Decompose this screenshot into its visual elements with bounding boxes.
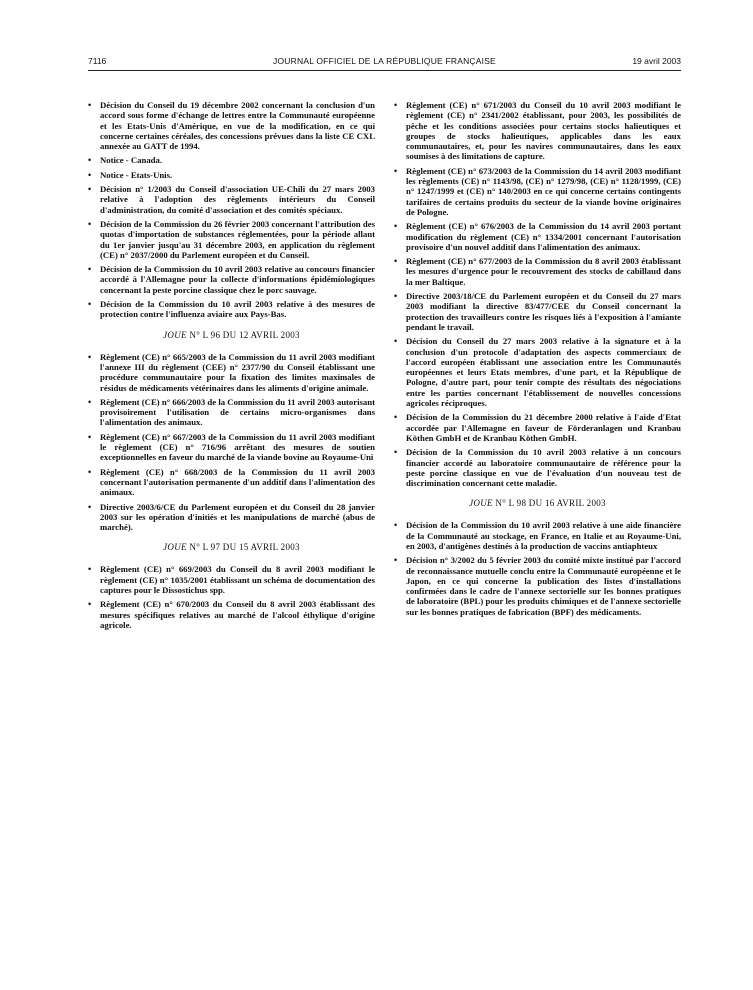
entry-text: Notice - Etats-Unis. <box>100 169 173 180</box>
list-item <box>88 564 375 595</box>
bullet-marker: • <box>88 264 92 275</box>
bullet-marker: • <box>394 165 398 176</box>
list-item <box>394 256 681 287</box>
bullet-marker: • <box>394 555 398 566</box>
left-column <box>88 100 375 634</box>
entry-text: Règlement (CE) n° 676/2003 de la Commission du 14 avril 2003 portant modification du règlement (CE) n° 1334/2001 concernant l'autorisation provisoire d'un nouvel additif dans l'alimentation des animaux. <box>406 221 681 252</box>
entry-list <box>88 100 375 320</box>
bullet-marker: • <box>88 100 92 110</box>
entry-text: Règlement (CE) n° 677/2003 de la Commission du 8 avril 2003 établissant les mesures d'urgence pour le recouvrement des stocks de cabillaud dans la mer Baltique. <box>406 256 681 287</box>
bullet-marker: • <box>88 169 92 180</box>
list-item <box>394 221 681 252</box>
bullet-marker: • <box>88 351 92 362</box>
bullet-marker: • <box>88 396 92 407</box>
issue-heading-97 <box>88 542 375 552</box>
bullet-marker: • <box>88 184 92 195</box>
entry-text: Règlement (CE) n° 670/2003 du Conseil du 8 avril 2003 établissant des mesures spécifiques relatives au marché de l'alcool éthylique d'origine agricole. <box>100 599 375 630</box>
list-item <box>88 502 375 533</box>
list-item <box>88 100 375 151</box>
bullet-marker: • <box>88 564 92 575</box>
entry-text: Directive 2003/18/CE du Parlement européen et du Conseil du 27 mars 2003 modifiant la directive 83/477/CEE du Conseil concernant la protection des travailleurs contre les risques liés à l'exposition à l'amiante pendant le travail. <box>406 291 681 332</box>
list-item <box>88 467 375 498</box>
list-item <box>394 336 681 408</box>
right-column <box>394 100 681 621</box>
list-item <box>394 412 681 443</box>
list-item <box>394 520 681 551</box>
bullet-marker: • <box>394 256 398 267</box>
list-item <box>88 264 375 295</box>
issue-date: 19 avril 2003 <box>632 56 681 66</box>
bullet-marker: • <box>88 501 92 512</box>
bullet-marker: • <box>394 336 398 347</box>
bullet-marker: • <box>88 599 92 610</box>
list-item <box>88 155 375 165</box>
header-rule <box>88 70 681 71</box>
entry-text: Règlement (CE) n° 666/2003 de la Commission du 11 avril 2003 autorisant provisoirement l'utilisation de certains micro-organismes dans l'alimentation des animaux. <box>100 396 375 428</box>
list-item <box>394 555 681 617</box>
entry-text: Décision de la Commission du 10 avril 2003 relative à une aide financière de la Communauté au stockage, en France, en Italie et au Royaume-Uni, en 2003, d'antigènes destinés à la production de vaccins antiaphteux <box>406 520 681 551</box>
list-item <box>88 599 375 630</box>
issue-journal: JOUE <box>163 542 187 553</box>
issue-number: N° L 96 DU 12 AVRIL 2003 <box>189 329 300 340</box>
entry-list <box>394 520 681 617</box>
issue-heading-96 <box>88 330 375 340</box>
list-item <box>88 219 375 260</box>
entry-text: Décision n° 3/2002 du 5 février 2003 du comité mixte institué par l'accord de reconnaissance mutuelle conclu entre la Communauté européenne et le Japon, en ce qui concerne la publication des listes d'installations confirmées dans le cadre de l'annexe sectorielle sur les bonnes pratiques de laboratoire (BPL) pour les produits chimiques et de l'annexe sectorielle sur les bonnes pratiques de fabrication (BPF) des médicaments. <box>406 555 681 617</box>
entry-text: Règlement (CE) n° 665/2003 de la Commission du 11 avril 2003 modifiant l'annexe III du règlement (CEE) n° 2377/90 du Conseil établissant une procédure communautaire pour la fixation des limites maximales de résidus de médicaments vétérinaires dans les aliments d'origine animale. <box>100 351 375 393</box>
bullet-marker: • <box>88 466 92 477</box>
bullet-marker: • <box>88 218 92 229</box>
list-item <box>394 447 681 488</box>
entry-text: Règlement (CE) n° 667/2003 de la Commission du 11 avril 2003 modifiant le règlement (CE) n° 716/96 arrêtant des mesures de soutien exceptionnelles en faveur du marché de la viande bovine au Royaume-Uni <box>100 431 375 463</box>
entry-text: Décision de la Commission du 10 avril 2003 relative à un concours financier accordé au laboratoire communautaire de référence pour la peste porcine classique en vue de l'évaluation d'un nouveau test de discrimination concernant cette maladie. <box>406 447 681 489</box>
bullet-marker: • <box>394 412 398 423</box>
page-header <box>88 56 681 70</box>
issue-journal: JOUE <box>163 329 187 340</box>
entry-text: Décision de la Commission du 10 avril 2003 relative à des mesures de protection contre l'influenza aviaire aux Pays-Bas. <box>100 299 375 320</box>
entry-text: Décision de la Commission du 26 février 2003 concernant l'attribution des quotas d'importation de substances réglementées, pour la période allant du 1er janvier jusqu'au 31 décembre 2003, en application du règlement (CE) n° 2037/2000 du Parlement européen et du Conseil. <box>100 218 375 260</box>
bullet-marker: • <box>88 155 92 166</box>
bullet-marker: • <box>394 100 398 110</box>
entry-text: Directive 2003/6/CE du Parlement européen et du Conseil du 28 janvier 2003 sur les opération d'initiés et les manipulations de marché (abus de marché). <box>100 501 375 533</box>
list-item <box>88 184 375 215</box>
entry-list <box>88 352 375 533</box>
list-item <box>88 299 375 320</box>
page-number: 7116 <box>88 56 107 66</box>
entry-text: Notice - Canada. <box>100 155 163 166</box>
entry-text: Règlement (CE) n° 671/2003 du Conseil du 10 avril 2003 modifiant le règlement (CE) n° 2341/2002 établissant, pour 2003, les possibilités de pêche et les conditions associées pour certains stocks halieutiques et groupes de stocks halieutiques, applicables dans les eaux communautaires, et, pour les navires communautaires, dans les eaux soumises à des limitations de capture. <box>406 100 681 162</box>
bullet-marker: • <box>394 221 398 232</box>
list-item <box>394 291 681 332</box>
bullet-marker: • <box>394 291 398 302</box>
entry-text: Décision n° 1/2003 du Conseil d'association UE-Chili du 27 mars 2003 relative à l'adoption des règlements intérieurs du Conseil d'administration, du comité d'association et des comités spéciaux. <box>100 184 375 215</box>
list-item <box>88 432 375 463</box>
list-item <box>88 397 375 428</box>
entry-text: Règlement (CE) n° 673/2003 de la Commission du 14 avril 2003 modifiant les règlements (CE) n° 1143/98, (CE) n° 1279/98, (CE) n° 1128/1999, (CE) n° 1247/1999 et (CE) n° 140/2003 en ce qui concerne certains contingents tarifaires de certains produits du secteur de la viande bovine originaires de Pologne. <box>406 165 681 217</box>
list-item <box>88 352 375 393</box>
journal-title: JOURNAL OFFICIEL DE LA RÉPUBLIQUE FRANÇAISE <box>273 56 496 66</box>
entry-text: Décision de la Commission du 10 avril 2003 relative au concours financier accordé à l'Allemagne pour la collecte d'informations épidémiologiques concernant la peste porcine classique chez le porc sauvage. <box>100 264 375 295</box>
list-item <box>394 100 681 162</box>
issue-heading-98 <box>394 498 681 508</box>
bullet-marker: • <box>88 431 92 442</box>
entry-text: Règlement (CE) n° 669/2003 du Conseil du 8 avril 2003 modifiant le règlement (CE) n° 1035/2001 établissant un schéma de documentation des captures pour le Dissostichus spp. <box>100 564 375 595</box>
list-item <box>394 166 681 217</box>
bullet-marker: • <box>88 299 92 310</box>
entry-text: Décision de la Commission du 21 décembre 2000 relative à l'aide d'Etat accordée par l'Allemagne en faveur de Förderanlagen und Kranbau Köthen GmbH et de Kranbau Köthen GmbH. <box>406 412 681 443</box>
entry-text: Décision du Conseil du 27 mars 2003 relative à la signature et à la conclusion d'un protocole d'adaptation des aspects commerciaux de l'accord européen établissant une association entre les Communautés européennes et leurs Etats membres, d'une part, et la République de Pologne, d'autre part, pour tenir compte des résultats des négociations entre les parties concernant l'établissement de nouvelles concessions agricoles réciproques. <box>406 336 681 409</box>
entry-text: Règlement (CE) n° 668/2003 de la Commission du 11 avril 2003 concernant l'autorisation permanente d'un additif dans l'alimentation des animaux. <box>100 466 375 498</box>
entry-list <box>88 564 375 630</box>
entry-text: Décision du Conseil du 19 décembre 2002 concernant la conclusion d'un accord sous forme d'échange de lettres entre la Communauté européenne et les Etats-Unis d'Amérique, en vue de la modification, en ce qui concerne certaines céréales, des concessions prévues dans la liste CE CXL annexée au GATT de 1994. <box>100 100 375 152</box>
bullet-marker: • <box>394 520 398 531</box>
issue-number: N° L 98 DU 16 AVRIL 2003 <box>495 498 606 509</box>
issue-journal: JOUE <box>469 498 493 509</box>
entry-list <box>394 100 681 488</box>
issue-number: N° L 97 DU 15 AVRIL 2003 <box>189 542 300 553</box>
list-item <box>88 170 375 180</box>
bullet-marker: • <box>394 447 398 458</box>
